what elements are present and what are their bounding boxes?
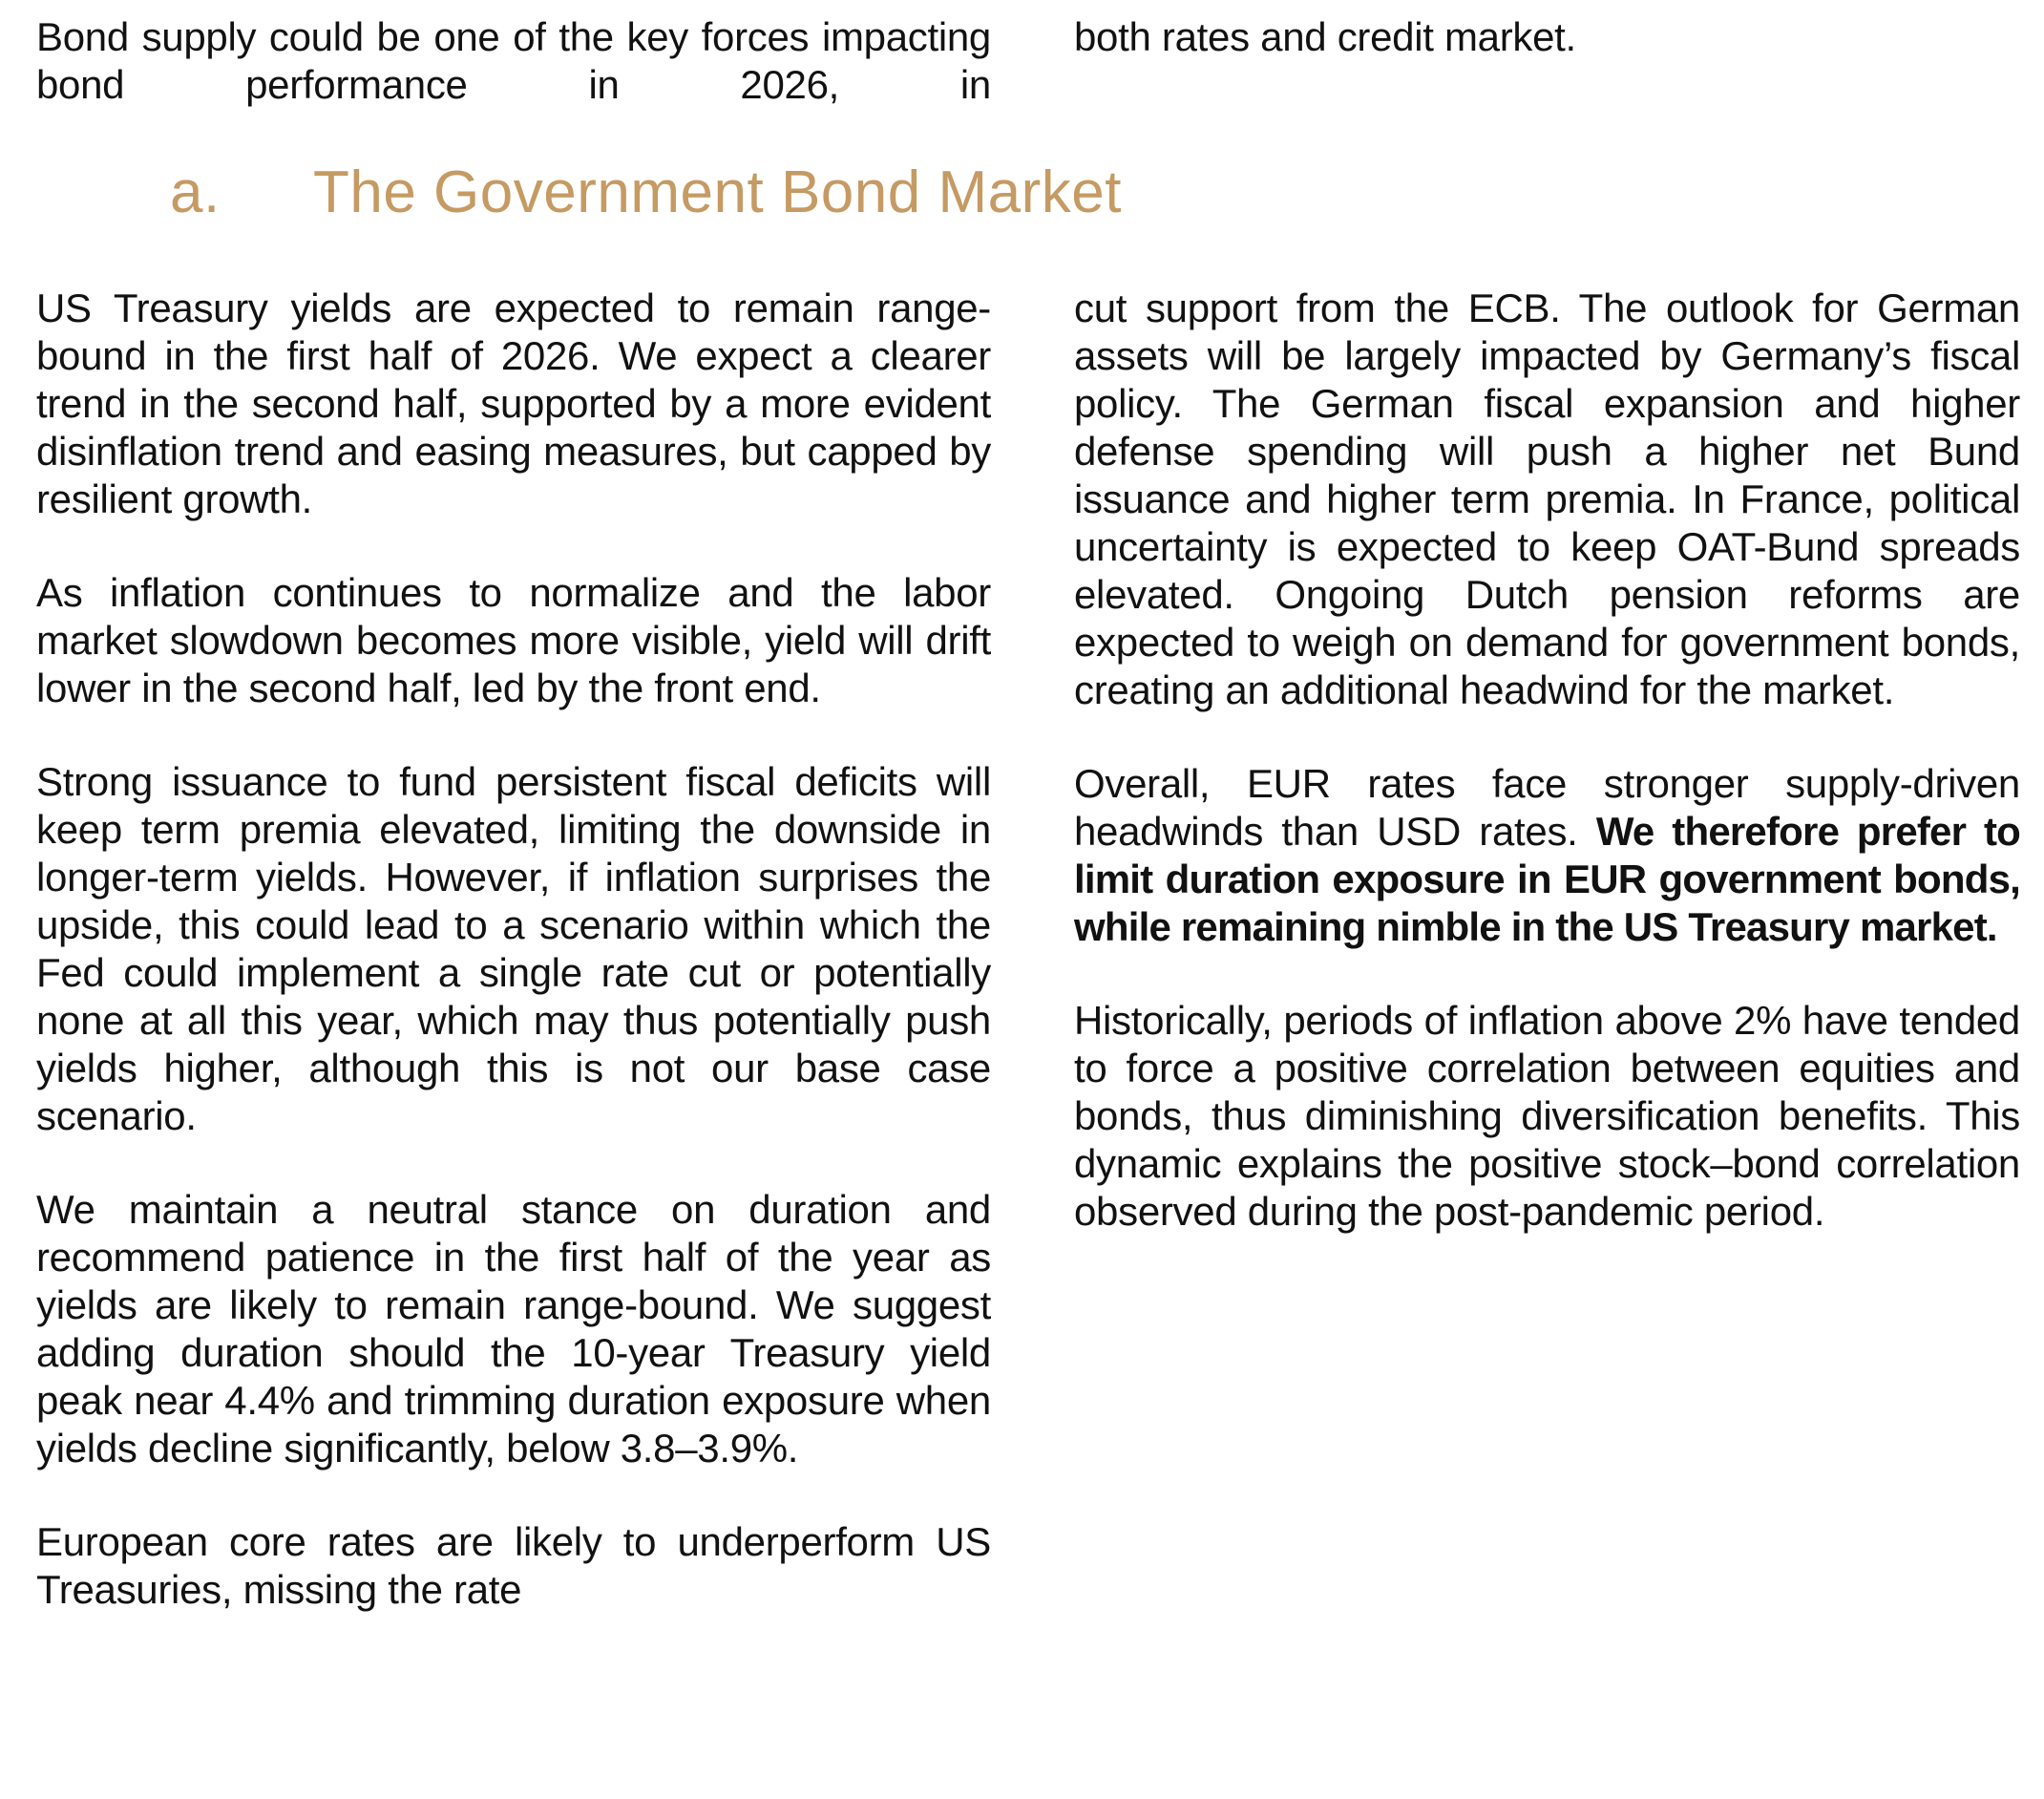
paragraph bbox=[1074, 285, 2020, 714]
intro-left-column-text: Bond supply could be one of the key forces impacting bond performance in 2026, in bbox=[36, 14, 991, 107]
paragraph bbox=[1074, 760, 2020, 951]
paragraph bbox=[36, 285, 991, 523]
section-heading-number: a. bbox=[170, 159, 221, 225]
body-text: We maintain a neutral stance on duration and recommend patience in the first half of the year as yields are likely to remain range-bound. We suggest adding duration should the 10-year Treasury yield peak near 4.4% and trimming duration exposure when yields decline significantly, below 3.8–3.9%. bbox=[36, 1187, 991, 1471]
emphasized-text: We therefore prefer to limit duration exposure in EUR government bonds, while remaining nimble in the US Treasury market. bbox=[1074, 809, 2020, 949]
body-columns bbox=[36, 285, 2020, 1614]
right-text-column bbox=[1074, 285, 2020, 1614]
body-text: cut support from the ECB. The outlook for German assets will be largely impacted by Germany’s fiscal policy. The German fiscal expansion and higher defense spending will push a higher net Bund issuance and higher term premia. In France, political uncertainty is expected to keep OAT-Bund spreads elevated. Ongoing Dutch pension reforms are expected to weigh on demand for government bonds, creating an additional headwind for the market. bbox=[1074, 286, 2020, 712]
section-heading bbox=[36, 159, 2020, 227]
body-text: US Treasury yields are expected to remain range-bound in the first half of 2026. We expect a clearer trend in the second half, supported by a more evident disinflation trend and easing measures, but capped by resilient growth. bbox=[36, 286, 991, 521]
paragraph bbox=[36, 1186, 991, 1472]
paragraph bbox=[36, 758, 991, 1140]
left-text-column bbox=[36, 285, 991, 1614]
body-text: Historically, periods of inflation above 2% have tended to force a positive correlation between equities and bonds, thus diminishing diversification benefits. This dynamic explains the positive stock–bond correlation observed during the post-pandemic period. bbox=[1074, 998, 2020, 1234]
body-text: Strong issuance to fund persistent fiscal deficits will keep term premia elevated, limiting the downside in longer-term yields. However, if inflation surprises the upside, this could lead to a scenario within which the Fed could implement a single rate cut or potentially none at all this year, which may thus potentially push yields higher, although this is not our base case scenario. bbox=[36, 759, 991, 1138]
body-text: Overall, EUR rates face stronger supply-driven headwinds than USD rates. bbox=[1074, 761, 2020, 854]
body-text: European core rates are likely to underperform US Treasuries, missing the rate bbox=[36, 1519, 991, 1612]
body-text: As inflation continues to normalize and the labor market slowdown becomes more visible, yield will drift lower in the second half, led by the front end. bbox=[36, 570, 991, 710]
paragraph bbox=[36, 1518, 991, 1614]
section-heading-title: The Government Bond Market bbox=[313, 159, 1122, 225]
paragraph bbox=[36, 569, 991, 712]
intro-right-column-text: both rates and credit market. bbox=[1074, 14, 1576, 59]
paragraph bbox=[1074, 997, 2020, 1236]
intro-row bbox=[36, 13, 2020, 109]
